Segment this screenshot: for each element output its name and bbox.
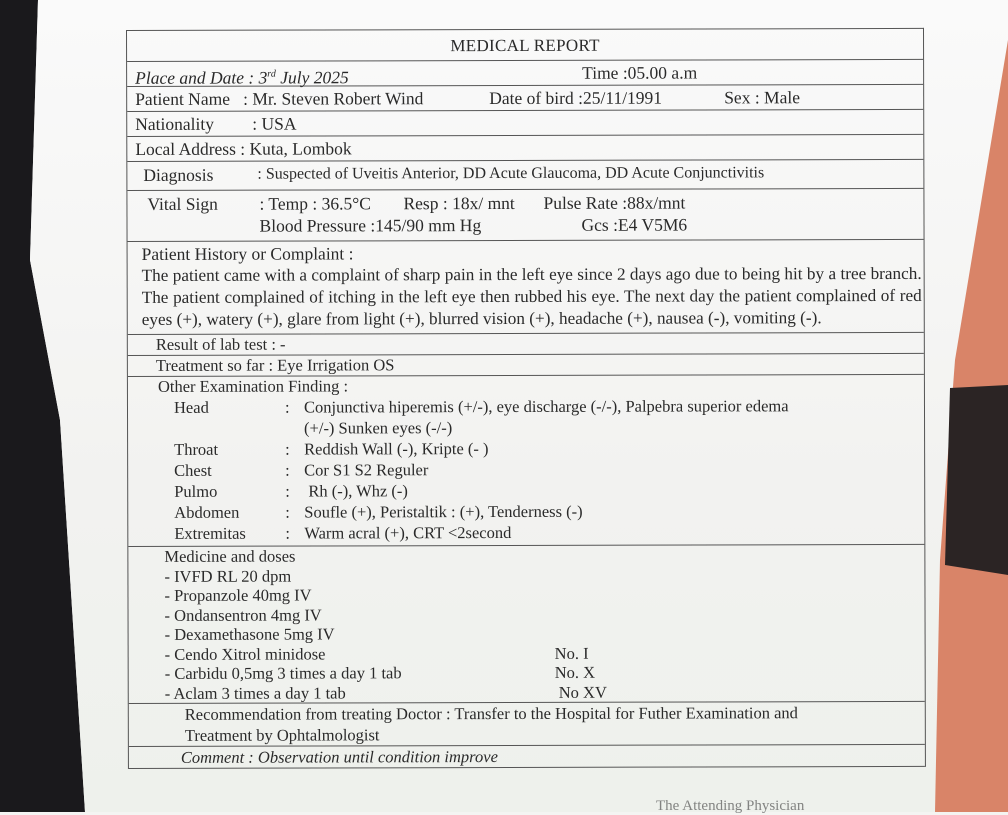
lab-result-row — [128, 333, 924, 356]
comment: Comment : Observation until condition improve — [180, 747, 498, 767]
exam-label-extremitas: Extremitas — [174, 523, 246, 543]
patient-name: Patient Name : Mr. Steven Robert Wind — [135, 88, 424, 109]
recommendation: Recommendation from treating Doctor : Transfer to the Hospital for Futher Examination and Treatment by Ophtalmologist — [184, 703, 798, 745]
med-name: - IVFD RL 20 dpm — [164, 566, 292, 586]
med-name: - Propanzole 40mg IV — [164, 585, 312, 605]
lab-result: Result of lab test : - — [155, 334, 286, 354]
attending-physician-label: The Attending Physician — [656, 798, 805, 814]
med-item — [165, 642, 917, 663]
vital-sign-row — [127, 189, 923, 242]
date-suffix: rd — [267, 68, 276, 80]
exam-label-chest: Chest — [174, 460, 212, 480]
med-qty: No XV — [558, 682, 607, 702]
exam-item-head — [158, 395, 916, 418]
exam-item-extremitas — [158, 521, 916, 544]
place-date-label: Place and Date : — [135, 67, 259, 88]
recommendation-row — [129, 702, 925, 747]
exam-label-throat: Throat — [174, 439, 219, 459]
exam-item-chest — [158, 458, 916, 481]
exam-value-chest: Cor S1 S2 Reguler — [304, 460, 429, 480]
diagnosis-value: : Suspected of Uveitis Anterior, DD Acute Glaucoma, DD Acute Conjunctivitis — [257, 164, 765, 183]
exam-colon: : — [285, 439, 290, 459]
local-address: Local Address : Kuta, Lombok — [135, 138, 352, 159]
exam-label-pulmo: Pulmo — [174, 481, 218, 501]
history-text: The patient came with a complaint of sharp pain in the left eye since 2 days ago due to being hit by a tree branch. The patient complained of itching in the left eye then rubbed his eye. The next day the patient complained of red eyes (+), watery (+), glare from light (+), blurred vision (+), headache (+), nausea (-), vomiting (-). — [141, 263, 922, 329]
time-field: Time :05.00 a.m — [582, 62, 698, 83]
exam-colon: : — [285, 523, 290, 543]
date-of-birth: Date of bird :25/11/1991 — [489, 87, 663, 109]
med-name: - Dexamethasone 5mg IV — [164, 624, 335, 644]
exam-value-abdomen: Soufle (+), Peristaltik : (+), Tenderness (-) — [304, 501, 583, 522]
medical-report-form — [126, 28, 926, 769]
med-item — [165, 681, 917, 702]
exam-label-head: Head — [173, 397, 209, 417]
med-item — [165, 603, 917, 624]
med-name: - Aclam 3 times a day 1 tab — [164, 682, 346, 703]
treatment: Treatment so far : Eye Irrigation OS — [155, 355, 395, 375]
exam-value-extremitas: Warm acral (+), CRT <2second — [304, 522, 512, 543]
nationality-row — [127, 110, 923, 137]
nationality-value: : USA — [252, 113, 297, 134]
patient-row — [127, 85, 923, 112]
exam-colon: : — [285, 502, 290, 522]
comment-row — [129, 745, 925, 769]
exam-value-pulmo: Rh (-), Whz (-) — [304, 481, 408, 501]
exam-item-abdomen — [158, 500, 916, 523]
vital-gcs: Gcs :E4 V5M6 — [581, 214, 688, 235]
vital-temp: : Temp : 36.5°C — [259, 193, 371, 214]
report-title: MEDICAL REPORT — [127, 29, 923, 62]
med-item — [165, 623, 917, 644]
exam-item-pulmo — [158, 479, 916, 502]
vital-blood-pressure: Blood Pressure :145/90 mm Hg — [259, 215, 482, 236]
exam-colon: : — [284, 397, 290, 417]
vital-resp: Resp : 18x/ mnt — [403, 192, 515, 214]
meds-label: Medicine and doses — [164, 546, 296, 566]
treatment-row — [128, 354, 924, 377]
exam-value-throat: Reddish Wall (-), Kripte (- ) — [304, 439, 489, 459]
exam-colon: : — [285, 481, 290, 501]
exam-label: Other Examination Finding : — [157, 376, 349, 396]
med-name: - Ondansentron 4mg IV — [164, 604, 322, 625]
nationality-label: Nationality — [135, 113, 215, 134]
medicine-section — [128, 545, 924, 704]
diagnosis-label: Diagnosis — [143, 164, 214, 185]
med-item — [164, 564, 916, 585]
exam-value-head: Conjunctiva hiperemis (+/-), eye discharge (-/-), Palpebra superior edema — [303, 396, 789, 417]
med-name: - Cendo Xitrol minidose — [164, 643, 326, 664]
place-date-row — [127, 60, 923, 87]
med-qty: No. X — [554, 662, 596, 682]
history-label: Patient History or Complaint : — [141, 243, 354, 264]
med-item — [165, 662, 917, 683]
date-day: 3 — [258, 67, 268, 88]
exam-label-abdomen: Abdomen — [174, 502, 240, 522]
med-item — [164, 584, 916, 605]
vital-pulse: Pulse Rate :88x/mnt — [543, 192, 686, 213]
local-address-row — [127, 135, 923, 162]
history-section — [128, 240, 924, 335]
sex: Sex : Male — [724, 87, 801, 108]
date-rest: July 2025 — [275, 67, 349, 88]
med-qty: No. I — [554, 643, 589, 663]
exam-item-throat — [158, 437, 916, 460]
diagnosis-row — [127, 160, 923, 191]
vital-sign-label: Vital Sign — [147, 193, 218, 214]
med-name: - Carbidu 0,5mg 3 times a day 1 tab — [164, 663, 402, 683]
exam-value-head-cont: (+/-) Sunken eyes (-/-) — [304, 418, 453, 438]
examination-section — [128, 375, 924, 547]
exam-colon: : — [285, 460, 290, 480]
exam-item-head-cont — [158, 416, 916, 439]
